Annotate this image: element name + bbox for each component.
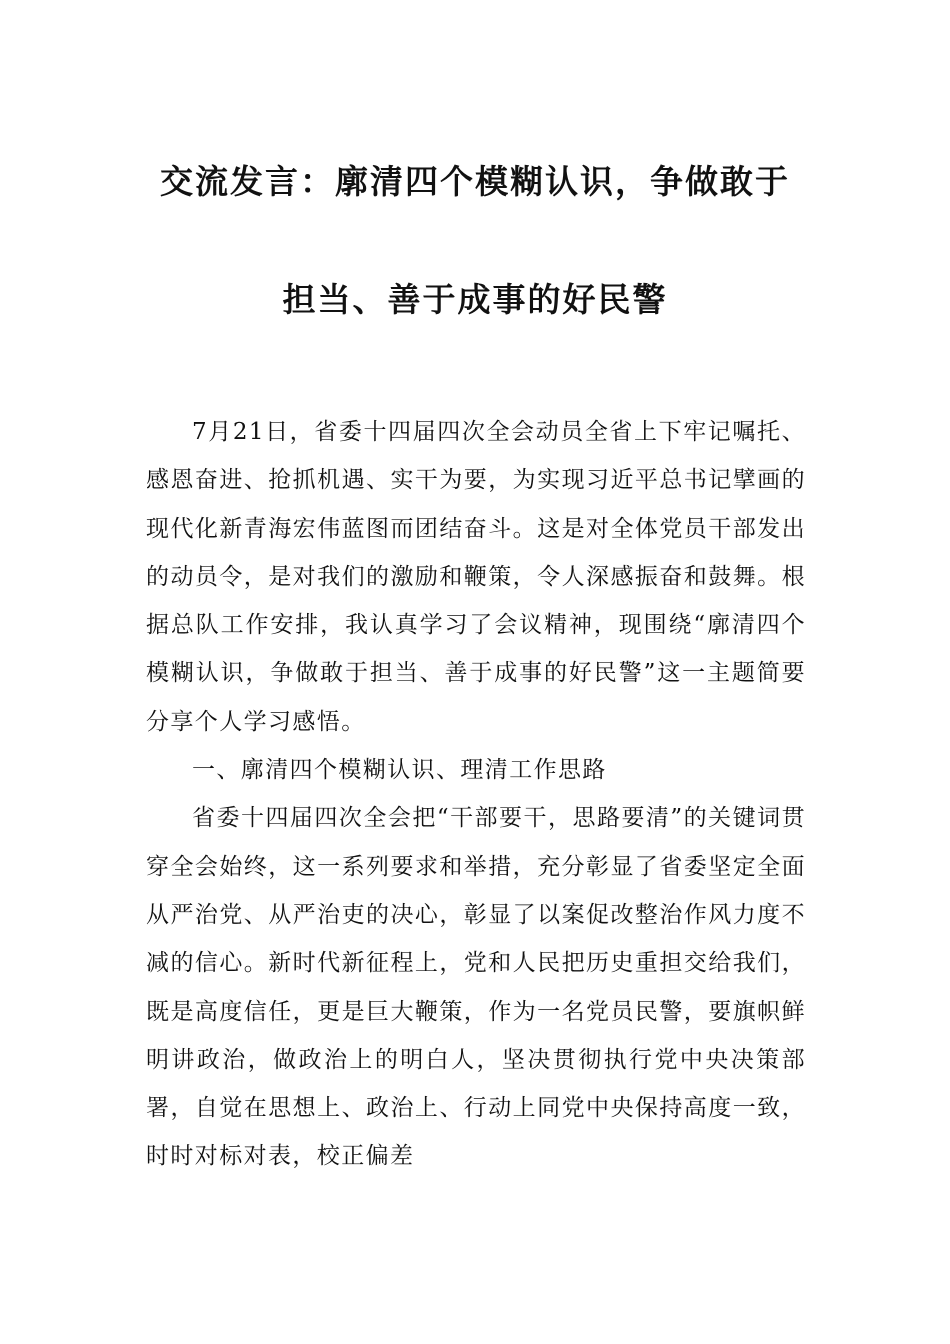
section-heading-1: 一、廓清四个模糊认识、理清工作思路 [192,757,607,784]
paragraph-intro: 7月21日，省委十四届四次全会动员全省上下牢记嘱托、感恩奋进、抢抓机遇、实干为要，为实现习近平总书记擘画的现代化新青海宏伟蓝图而团结奋斗。这是对全体党员干部发出的动员令，是对我们的激励和鞭策，令人深感振奋和鼓舞。根据总队工作安排，我认真学习了会议精神，现围绕“廓清四个模糊认识，争做敢于担当、善于成事的好民警”这一主题简要分享个人学习感悟。 [146,419,806,735]
document-body [146,408,806,1181]
paragraph-section-1: 省委十四届四次全会把“干部要干，思路要清”的关键词贯穿全会始终，这一系列要求和举措，充分彰显了省委坚定全面从严治党、从严治吏的决心，彰显了以案促改整治作风力度不减的信心。新时代新征程上，党和人民把历史重担交给我们，既是高度信任，更是巨大鞭策，作为一名党员民警，要旗帜鲜明讲政治，做政治上的明白人，坚决贯彻执行党中央决策部署，自觉在思想上、政治上、行动上同党中央保持高度一致，时时对标对表，校正偏差 [146,805,806,1170]
document-title-line-2: 担当、善于成事的好民警 [282,280,668,319]
document-title-line-1: 交流发言：廓清四个模糊认识，争做敢于 [160,162,790,201]
